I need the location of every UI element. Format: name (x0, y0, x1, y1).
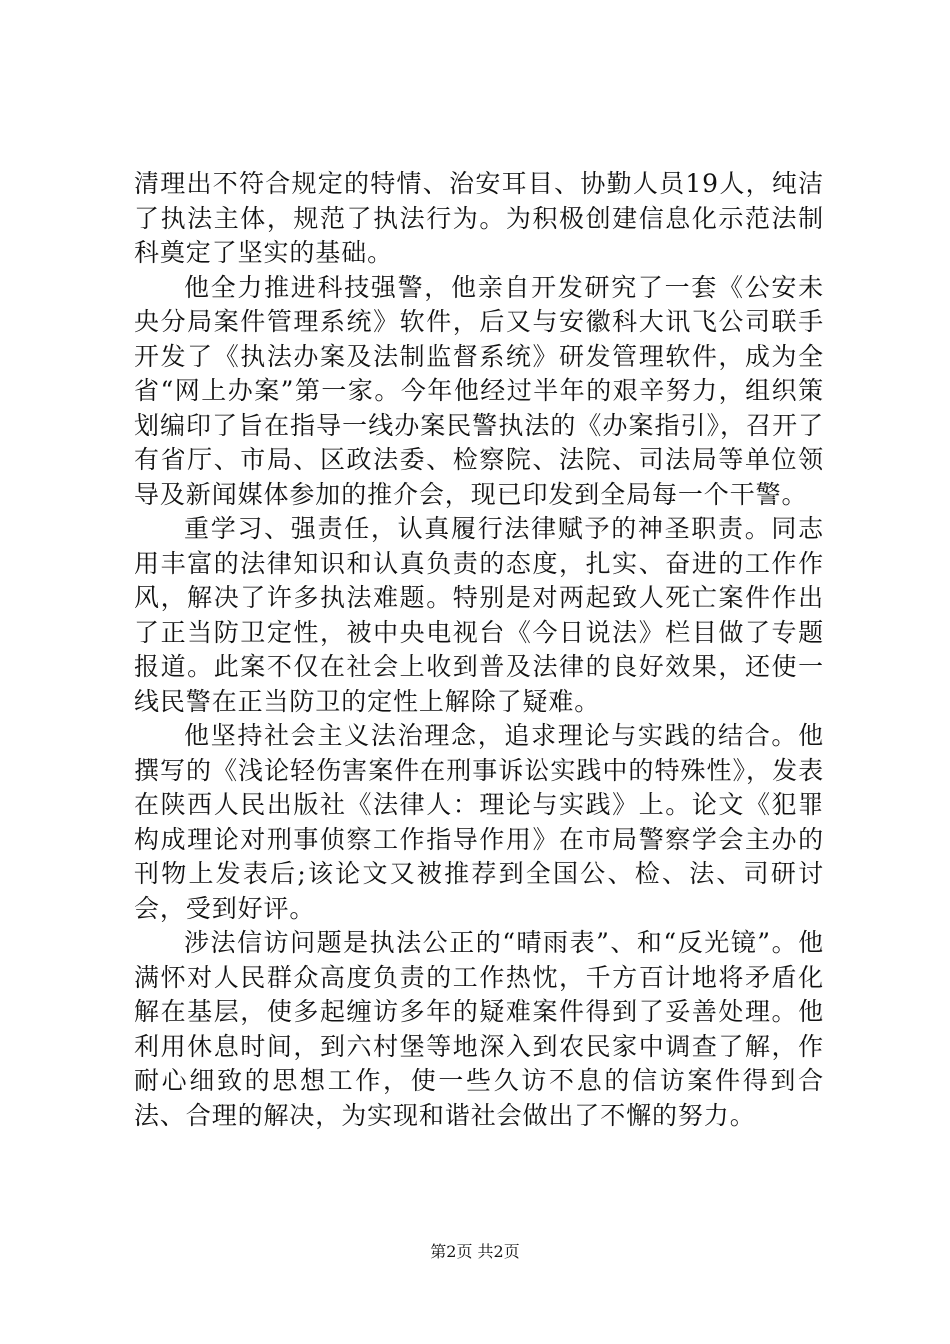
document-body (134, 167, 824, 1133)
paragraph-legal-duties: 重学习、强责任，认真履行法律赋予的神圣职责。同志用丰富的法律知识和认真负责的态度，扎实、奋进的工作作风，解决了许多执法难题。特别是对两起致人死亡案件作出了正当防卫定性，被中央电视台《今日说法》栏目做了专题报道。此案不仅在社会上收到普及法律的良好效果，还使一线民警在正当防卫的定性上解除了疑难。 (134, 514, 824, 716)
paragraph-petitions: 涉法信访问题是执法公正的“晴雨表”、和“反光镜”。他满怀对人民群众高度负责的工作热忱，千方百计地将矛盾化解在基层，使多起缠访多年的疑难案件得到了妥善处理。他利用休息时间，到六村堡等地深入到农民家中调查了解，作耐心细致的思想工作，使一些久访不息的信访案件得到合法、合理的解决，为实现和谐社会做出了不懈的努力。 (134, 928, 824, 1130)
paragraph-theory-practice: 他坚持社会主义法治理念，追求理论与实践的结合。他撰写的《浅论轻伤害案件在刑事诉讼实践中的特殊性》，发表在陕西人民出版社《法律人：理论与实践》上。论文《犯罪构成理论对刑事侦察工作指导作用》在市局警察学会主办的刊物上发表后;该论文又被推荐到全国公、检、法、司研讨会，受到好评。 (134, 721, 824, 923)
paragraph-continuation: 清理出不符合规定的特情、治安耳目、协勤人员19人，纯洁了执法主体，规范了执法行为。为积极创建信息化示范法制科奠定了坚实的基础。 (134, 169, 824, 267)
paragraph-tech-policing: 他全力推进科技强警，他亲自开发研究了一套《公安未央分局案件管理系统》软件，后又与安徽科大讯飞公司联手开发了《执法办案及法制监督系统》研发管理软件，成为全省“网上办案”第一家。今年他经过半年的艰辛努力，组织策划编印了旨在指导一线办案民警执法的《办案指引》，召开了有省厅、市局、区政法委、检察院、法院、司法局等单位领导及新闻媒体参加的推介会，现已印发到全局每一个干警。 (134, 272, 824, 509)
page-footer: 第2页 共2页 (430, 1242, 520, 1261)
